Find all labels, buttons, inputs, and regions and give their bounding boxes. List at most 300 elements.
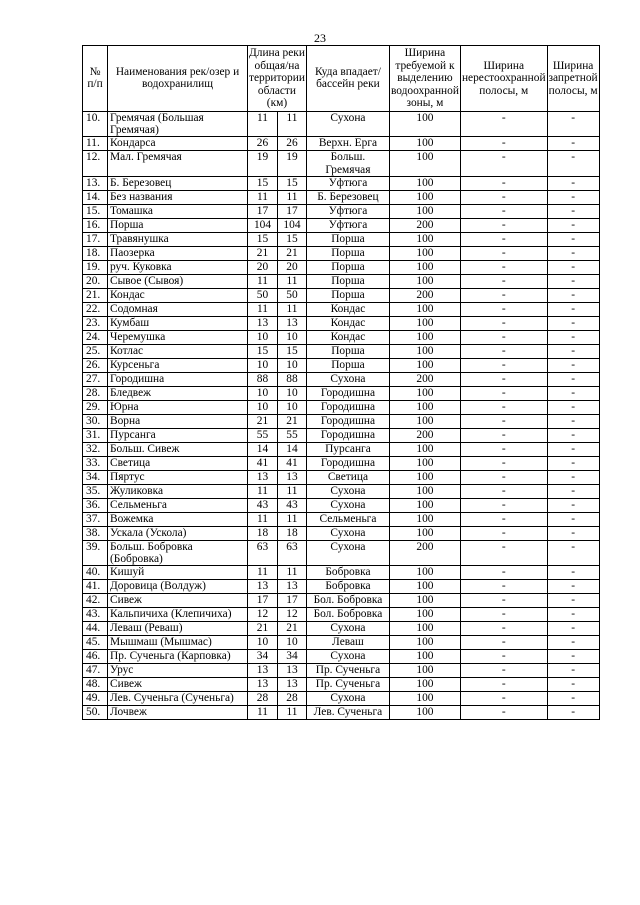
spawning-strip-width: - <box>460 608 547 622</box>
row-number: 11. <box>83 137 108 151</box>
row-number: 30. <box>83 414 108 428</box>
table-row <box>83 636 600 650</box>
zone-width: 100 <box>389 622 460 636</box>
length-total: 17 <box>248 204 278 218</box>
length-total: 14 <box>248 442 278 456</box>
length-total: 15 <box>248 232 278 246</box>
zone-width: 100 <box>389 151 460 176</box>
table-row <box>83 218 600 232</box>
table-body <box>83 111 600 719</box>
forbidden-strip-width: - <box>547 246 599 260</box>
river-name: Ворна <box>108 414 248 428</box>
table-row <box>83 358 600 372</box>
forbidden-strip-width: - <box>547 580 599 594</box>
forbidden-strip-width: - <box>547 260 599 274</box>
table-row <box>83 232 600 246</box>
table-row <box>83 400 600 414</box>
spawning-strip-width: - <box>460 204 547 218</box>
river-name: Кондас <box>108 288 248 302</box>
zone-width: 100 <box>389 692 460 706</box>
forbidden-strip-width: - <box>547 678 599 692</box>
forbidden-strip-width: - <box>547 218 599 232</box>
row-number: 16. <box>83 218 108 232</box>
forbidden-strip-width: - <box>547 372 599 386</box>
table-row <box>83 330 600 344</box>
table-row <box>83 316 600 330</box>
length-region: 88 <box>278 372 307 386</box>
inflow-target: Бобровка <box>306 580 389 594</box>
length-total: 63 <box>248 540 278 565</box>
length-region: 11 <box>278 484 307 498</box>
row-number: 35. <box>83 484 108 498</box>
length-region: 34 <box>278 650 307 664</box>
length-total: 11 <box>248 706 278 720</box>
length-total: 41 <box>248 456 278 470</box>
inflow-target: Сухона <box>306 650 389 664</box>
row-number: 46. <box>83 650 108 664</box>
spawning-strip-width: - <box>460 260 547 274</box>
table-row <box>83 204 600 218</box>
river-name: руч. Куковка <box>108 260 248 274</box>
river-name: Пяртус <box>108 470 248 484</box>
river-name: Сывое (Сывоя) <box>108 274 248 288</box>
zone-width: 100 <box>389 442 460 456</box>
row-number: 15. <box>83 204 108 218</box>
table-row <box>83 260 600 274</box>
row-number: 10. <box>83 111 108 136</box>
zone-width: 100 <box>389 137 460 151</box>
header-zone-width: Ширина требуемой к выделению водоохранной зоны, м <box>389 46 460 112</box>
table-row <box>83 566 600 580</box>
forbidden-strip-width: - <box>547 706 599 720</box>
table-header-row <box>83 46 600 112</box>
river-name: Юрна <box>108 400 248 414</box>
table-row <box>83 386 600 400</box>
table-row <box>83 664 600 678</box>
forbidden-strip-width: - <box>547 316 599 330</box>
row-number: 48. <box>83 678 108 692</box>
spawning-strip-width: - <box>460 358 547 372</box>
spawning-strip-width: - <box>460 414 547 428</box>
zone-width: 100 <box>389 302 460 316</box>
length-region: 10 <box>278 386 307 400</box>
inflow-target: Сухона <box>306 484 389 498</box>
river-name: Паозерка <box>108 246 248 260</box>
river-name: Больш. Сивеж <box>108 442 248 456</box>
length-total: 28 <box>248 692 278 706</box>
river-name: Порша <box>108 218 248 232</box>
table-row <box>83 498 600 512</box>
zone-width: 100 <box>389 176 460 190</box>
length-total: 19 <box>248 151 278 176</box>
length-total: 21 <box>248 622 278 636</box>
inflow-target: Уфтюга <box>306 218 389 232</box>
zone-width: 100 <box>389 706 460 720</box>
length-region: 14 <box>278 442 307 456</box>
table-row <box>83 594 600 608</box>
table-row <box>83 678 600 692</box>
inflow-target: Городишна <box>306 400 389 414</box>
forbidden-strip-width: - <box>547 274 599 288</box>
length-total: 11 <box>248 302 278 316</box>
inflow-target: Сухона <box>306 498 389 512</box>
inflow-target: Сухона <box>306 540 389 565</box>
inflow-target: Леваш <box>306 636 389 650</box>
zone-width: 100 <box>389 330 460 344</box>
table-row <box>83 650 600 664</box>
inflow-target: Порша <box>306 246 389 260</box>
row-number: 24. <box>83 330 108 344</box>
river-name: Лев. Сученьга (Сученьга) <box>108 692 248 706</box>
inflow-target: Городишна <box>306 456 389 470</box>
zone-width: 100 <box>389 358 460 372</box>
river-name: Б. Березовец <box>108 176 248 190</box>
inflow-target: Порша <box>306 260 389 274</box>
table-row <box>83 470 600 484</box>
river-name: Кальпичиха (Клепичиха) <box>108 608 248 622</box>
row-number: 31. <box>83 428 108 442</box>
river-name: Лочвеж <box>108 706 248 720</box>
row-number: 13. <box>83 176 108 190</box>
river-name: Гремячая (Большая Гремячая) <box>108 111 248 136</box>
length-region: 11 <box>278 302 307 316</box>
zone-width: 200 <box>389 288 460 302</box>
forbidden-strip-width: - <box>547 302 599 316</box>
length-region: 11 <box>278 706 307 720</box>
length-region: 55 <box>278 428 307 442</box>
forbidden-strip-width: - <box>547 151 599 176</box>
row-number: 14. <box>83 190 108 204</box>
row-number: 29. <box>83 400 108 414</box>
zone-width: 100 <box>389 470 460 484</box>
row-number: 19. <box>83 260 108 274</box>
spawning-strip-width: - <box>460 442 547 456</box>
spawning-strip-width: - <box>460 664 547 678</box>
inflow-target: Порша <box>306 358 389 372</box>
inflow-target: Городишна <box>306 428 389 442</box>
spawning-strip-width: - <box>460 470 547 484</box>
row-number: 26. <box>83 358 108 372</box>
table-row <box>83 344 600 358</box>
row-number: 22. <box>83 302 108 316</box>
header-name: Наименования рек/озер и водохранилищ <box>108 46 248 112</box>
forbidden-strip-width: - <box>547 456 599 470</box>
length-total: 13 <box>248 470 278 484</box>
inflow-target: Уфтюга <box>306 204 389 218</box>
length-region: 13 <box>278 316 307 330</box>
zone-width: 100 <box>389 190 460 204</box>
length-total: 10 <box>248 386 278 400</box>
inflow-target: Сухона <box>306 622 389 636</box>
length-region: 28 <box>278 692 307 706</box>
length-total: 11 <box>248 190 278 204</box>
row-number: 49. <box>83 692 108 706</box>
forbidden-strip-width: - <box>547 664 599 678</box>
zone-width: 200 <box>389 372 460 386</box>
forbidden-strip-width: - <box>547 400 599 414</box>
row-number: 36. <box>83 498 108 512</box>
river-name: Курсеньга <box>108 358 248 372</box>
forbidden-strip-width: - <box>547 442 599 456</box>
river-name: Содомная <box>108 302 248 316</box>
spawning-strip-width: - <box>460 400 547 414</box>
forbidden-strip-width: - <box>547 470 599 484</box>
row-number: 43. <box>83 608 108 622</box>
spawning-strip-width: - <box>460 246 547 260</box>
inflow-target: Кондас <box>306 302 389 316</box>
spawning-strip-width: - <box>460 151 547 176</box>
spawning-strip-width: - <box>460 498 547 512</box>
river-name: Кишуй <box>108 566 248 580</box>
river-name: Доровица (Волдуж) <box>108 580 248 594</box>
length-total: 20 <box>248 260 278 274</box>
row-number: 17. <box>83 232 108 246</box>
zone-width: 100 <box>389 386 460 400</box>
length-region: 26 <box>278 137 307 151</box>
zone-width: 100 <box>389 414 460 428</box>
spawning-strip-width: - <box>460 622 547 636</box>
length-total: 13 <box>248 316 278 330</box>
row-number: 25. <box>83 344 108 358</box>
length-region: 11 <box>278 566 307 580</box>
row-number: 40. <box>83 566 108 580</box>
row-number: 12. <box>83 151 108 176</box>
table-row <box>83 456 600 470</box>
inflow-target: Лев. Сученьга <box>306 706 389 720</box>
river-name: Леваш (Реваш) <box>108 622 248 636</box>
zone-width: 100 <box>389 608 460 622</box>
table-row <box>83 137 600 151</box>
forbidden-strip-width: - <box>547 692 599 706</box>
row-number: 39. <box>83 540 108 565</box>
spawning-strip-width: - <box>460 218 547 232</box>
length-region: 104 <box>278 218 307 232</box>
river-name: Городишна <box>108 372 248 386</box>
forbidden-strip-width: - <box>547 526 599 540</box>
inflow-target: Порша <box>306 288 389 302</box>
table-row <box>83 111 600 136</box>
header-spawning-strip: Ширина нерестоохранной полосы, м <box>460 46 547 112</box>
spawning-strip-width: - <box>460 594 547 608</box>
zone-width: 100 <box>389 512 460 526</box>
length-region: 10 <box>278 400 307 414</box>
forbidden-strip-width: - <box>547 232 599 246</box>
forbidden-strip-width: - <box>547 484 599 498</box>
river-name: Вожемка <box>108 512 248 526</box>
length-region: 21 <box>278 414 307 428</box>
length-total: 15 <box>248 344 278 358</box>
table-row <box>83 540 600 565</box>
forbidden-strip-width: - <box>547 428 599 442</box>
forbidden-strip-width: - <box>547 386 599 400</box>
spawning-strip-width: - <box>460 302 547 316</box>
river-name: Кумбаш <box>108 316 248 330</box>
spawning-strip-width: - <box>460 316 547 330</box>
spawning-strip-width: - <box>460 111 547 136</box>
zone-width: 200 <box>389 218 460 232</box>
length-region: 20 <box>278 260 307 274</box>
length-region: 17 <box>278 204 307 218</box>
length-total: 10 <box>248 400 278 414</box>
length-total: 88 <box>248 372 278 386</box>
zone-width: 100 <box>389 344 460 358</box>
length-total: 15 <box>248 176 278 190</box>
river-name: Бледвеж <box>108 386 248 400</box>
forbidden-strip-width: - <box>547 636 599 650</box>
forbidden-strip-width: - <box>547 204 599 218</box>
length-region: 50 <box>278 288 307 302</box>
spawning-strip-width: - <box>460 428 547 442</box>
table-row <box>83 288 600 302</box>
table-row <box>83 414 600 428</box>
table-row <box>83 246 600 260</box>
spawning-strip-width: - <box>460 692 547 706</box>
length-region: 12 <box>278 608 307 622</box>
river-name: Ускала (Ускола) <box>108 526 248 540</box>
river-name: Жуликовка <box>108 484 248 498</box>
inflow-target: Бол. Бобровка <box>306 608 389 622</box>
length-region: 21 <box>278 246 307 260</box>
zone-width: 100 <box>389 274 460 288</box>
row-number: 42. <box>83 594 108 608</box>
table-row <box>83 151 600 176</box>
table-row <box>83 692 600 706</box>
river-name: Светица <box>108 456 248 470</box>
inflow-target: Городишна <box>306 414 389 428</box>
inflow-target: Больш. Гремячая <box>306 151 389 176</box>
spawning-strip-width: - <box>460 512 547 526</box>
inflow-target: Пр. Сученьга <box>306 678 389 692</box>
river-name: Без названия <box>108 190 248 204</box>
table-row <box>83 302 600 316</box>
length-region: 21 <box>278 622 307 636</box>
row-number: 37. <box>83 512 108 526</box>
forbidden-strip-width: - <box>547 414 599 428</box>
forbidden-strip-width: - <box>547 344 599 358</box>
inflow-target: Порша <box>306 232 389 246</box>
header-number: № п/п <box>83 46 108 112</box>
spawning-strip-width: - <box>460 372 547 386</box>
river-name: Травянушка <box>108 232 248 246</box>
spawning-strip-width: - <box>460 386 547 400</box>
length-region: 13 <box>278 678 307 692</box>
river-name: Мышмаш (Мышмас) <box>108 636 248 650</box>
table-row <box>83 176 600 190</box>
zone-width: 100 <box>389 580 460 594</box>
table-row <box>83 442 600 456</box>
forbidden-strip-width: - <box>547 288 599 302</box>
row-number: 45. <box>83 636 108 650</box>
zone-width: 100 <box>389 204 460 218</box>
forbidden-strip-width: - <box>547 622 599 636</box>
spawning-strip-width: - <box>460 484 547 498</box>
header-inflow: Куда впадает/бассейн реки <box>306 46 389 112</box>
row-number: 21. <box>83 288 108 302</box>
table-row <box>83 512 600 526</box>
river-name: Кондарса <box>108 137 248 151</box>
row-number: 34. <box>83 470 108 484</box>
inflow-target: Сухона <box>306 692 389 706</box>
table-row <box>83 622 600 636</box>
spawning-strip-width: - <box>460 566 547 580</box>
zone-width: 100 <box>389 594 460 608</box>
zone-width: 200 <box>389 428 460 442</box>
zone-width: 100 <box>389 484 460 498</box>
forbidden-strip-width: - <box>547 498 599 512</box>
length-region: 10 <box>278 330 307 344</box>
river-name: Сельменьга <box>108 498 248 512</box>
forbidden-strip-width: - <box>547 111 599 136</box>
length-region: 13 <box>278 664 307 678</box>
river-name: Мал. Гремячая <box>108 151 248 176</box>
spawning-strip-width: - <box>460 650 547 664</box>
forbidden-strip-width: - <box>547 608 599 622</box>
length-total: 13 <box>248 580 278 594</box>
forbidden-strip-width: - <box>547 190 599 204</box>
length-total: 104 <box>248 218 278 232</box>
header-length: Длина реки общая/на территории области (км) <box>248 46 307 112</box>
inflow-target: Пр. Сученьга <box>306 664 389 678</box>
length-total: 11 <box>248 274 278 288</box>
row-number: 44. <box>83 622 108 636</box>
river-name: Томашка <box>108 204 248 218</box>
length-region: 41 <box>278 456 307 470</box>
length-total: 21 <box>248 246 278 260</box>
length-region: 15 <box>278 232 307 246</box>
table-row <box>83 580 600 594</box>
rivers-table <box>82 45 600 720</box>
length-region: 63 <box>278 540 307 565</box>
inflow-target: Уфтюга <box>306 176 389 190</box>
inflow-target: Пурсанга <box>306 442 389 456</box>
length-region: 19 <box>278 151 307 176</box>
spawning-strip-width: - <box>460 330 547 344</box>
river-name: Урус <box>108 664 248 678</box>
inflow-target: Светица <box>306 470 389 484</box>
table-row <box>83 190 600 204</box>
row-number: 50. <box>83 706 108 720</box>
table-row <box>83 372 600 386</box>
forbidden-strip-width: - <box>547 650 599 664</box>
length-total: 11 <box>248 484 278 498</box>
inflow-target: Б. Березовец <box>306 190 389 204</box>
zone-width: 100 <box>389 566 460 580</box>
zone-width: 100 <box>389 260 460 274</box>
row-number: 27. <box>83 372 108 386</box>
length-total: 11 <box>248 111 278 136</box>
length-total: 10 <box>248 358 278 372</box>
table-row <box>83 274 600 288</box>
spawning-strip-width: - <box>460 274 547 288</box>
inflow-target: Порша <box>306 274 389 288</box>
zone-width: 100 <box>389 526 460 540</box>
spawning-strip-width: - <box>460 678 547 692</box>
zone-width: 100 <box>389 246 460 260</box>
zone-width: 100 <box>389 678 460 692</box>
inflow-target: Верхн. Ерга <box>306 137 389 151</box>
river-name: Сивеж <box>108 678 248 692</box>
inflow-target: Бол. Бобровка <box>306 594 389 608</box>
length-region: 11 <box>278 512 307 526</box>
zone-width: 100 <box>389 316 460 330</box>
length-total: 18 <box>248 526 278 540</box>
length-region: 11 <box>278 111 307 136</box>
zone-width: 100 <box>389 650 460 664</box>
row-number: 28. <box>83 386 108 400</box>
length-total: 26 <box>248 137 278 151</box>
row-number: 32. <box>83 442 108 456</box>
forbidden-strip-width: - <box>547 540 599 565</box>
